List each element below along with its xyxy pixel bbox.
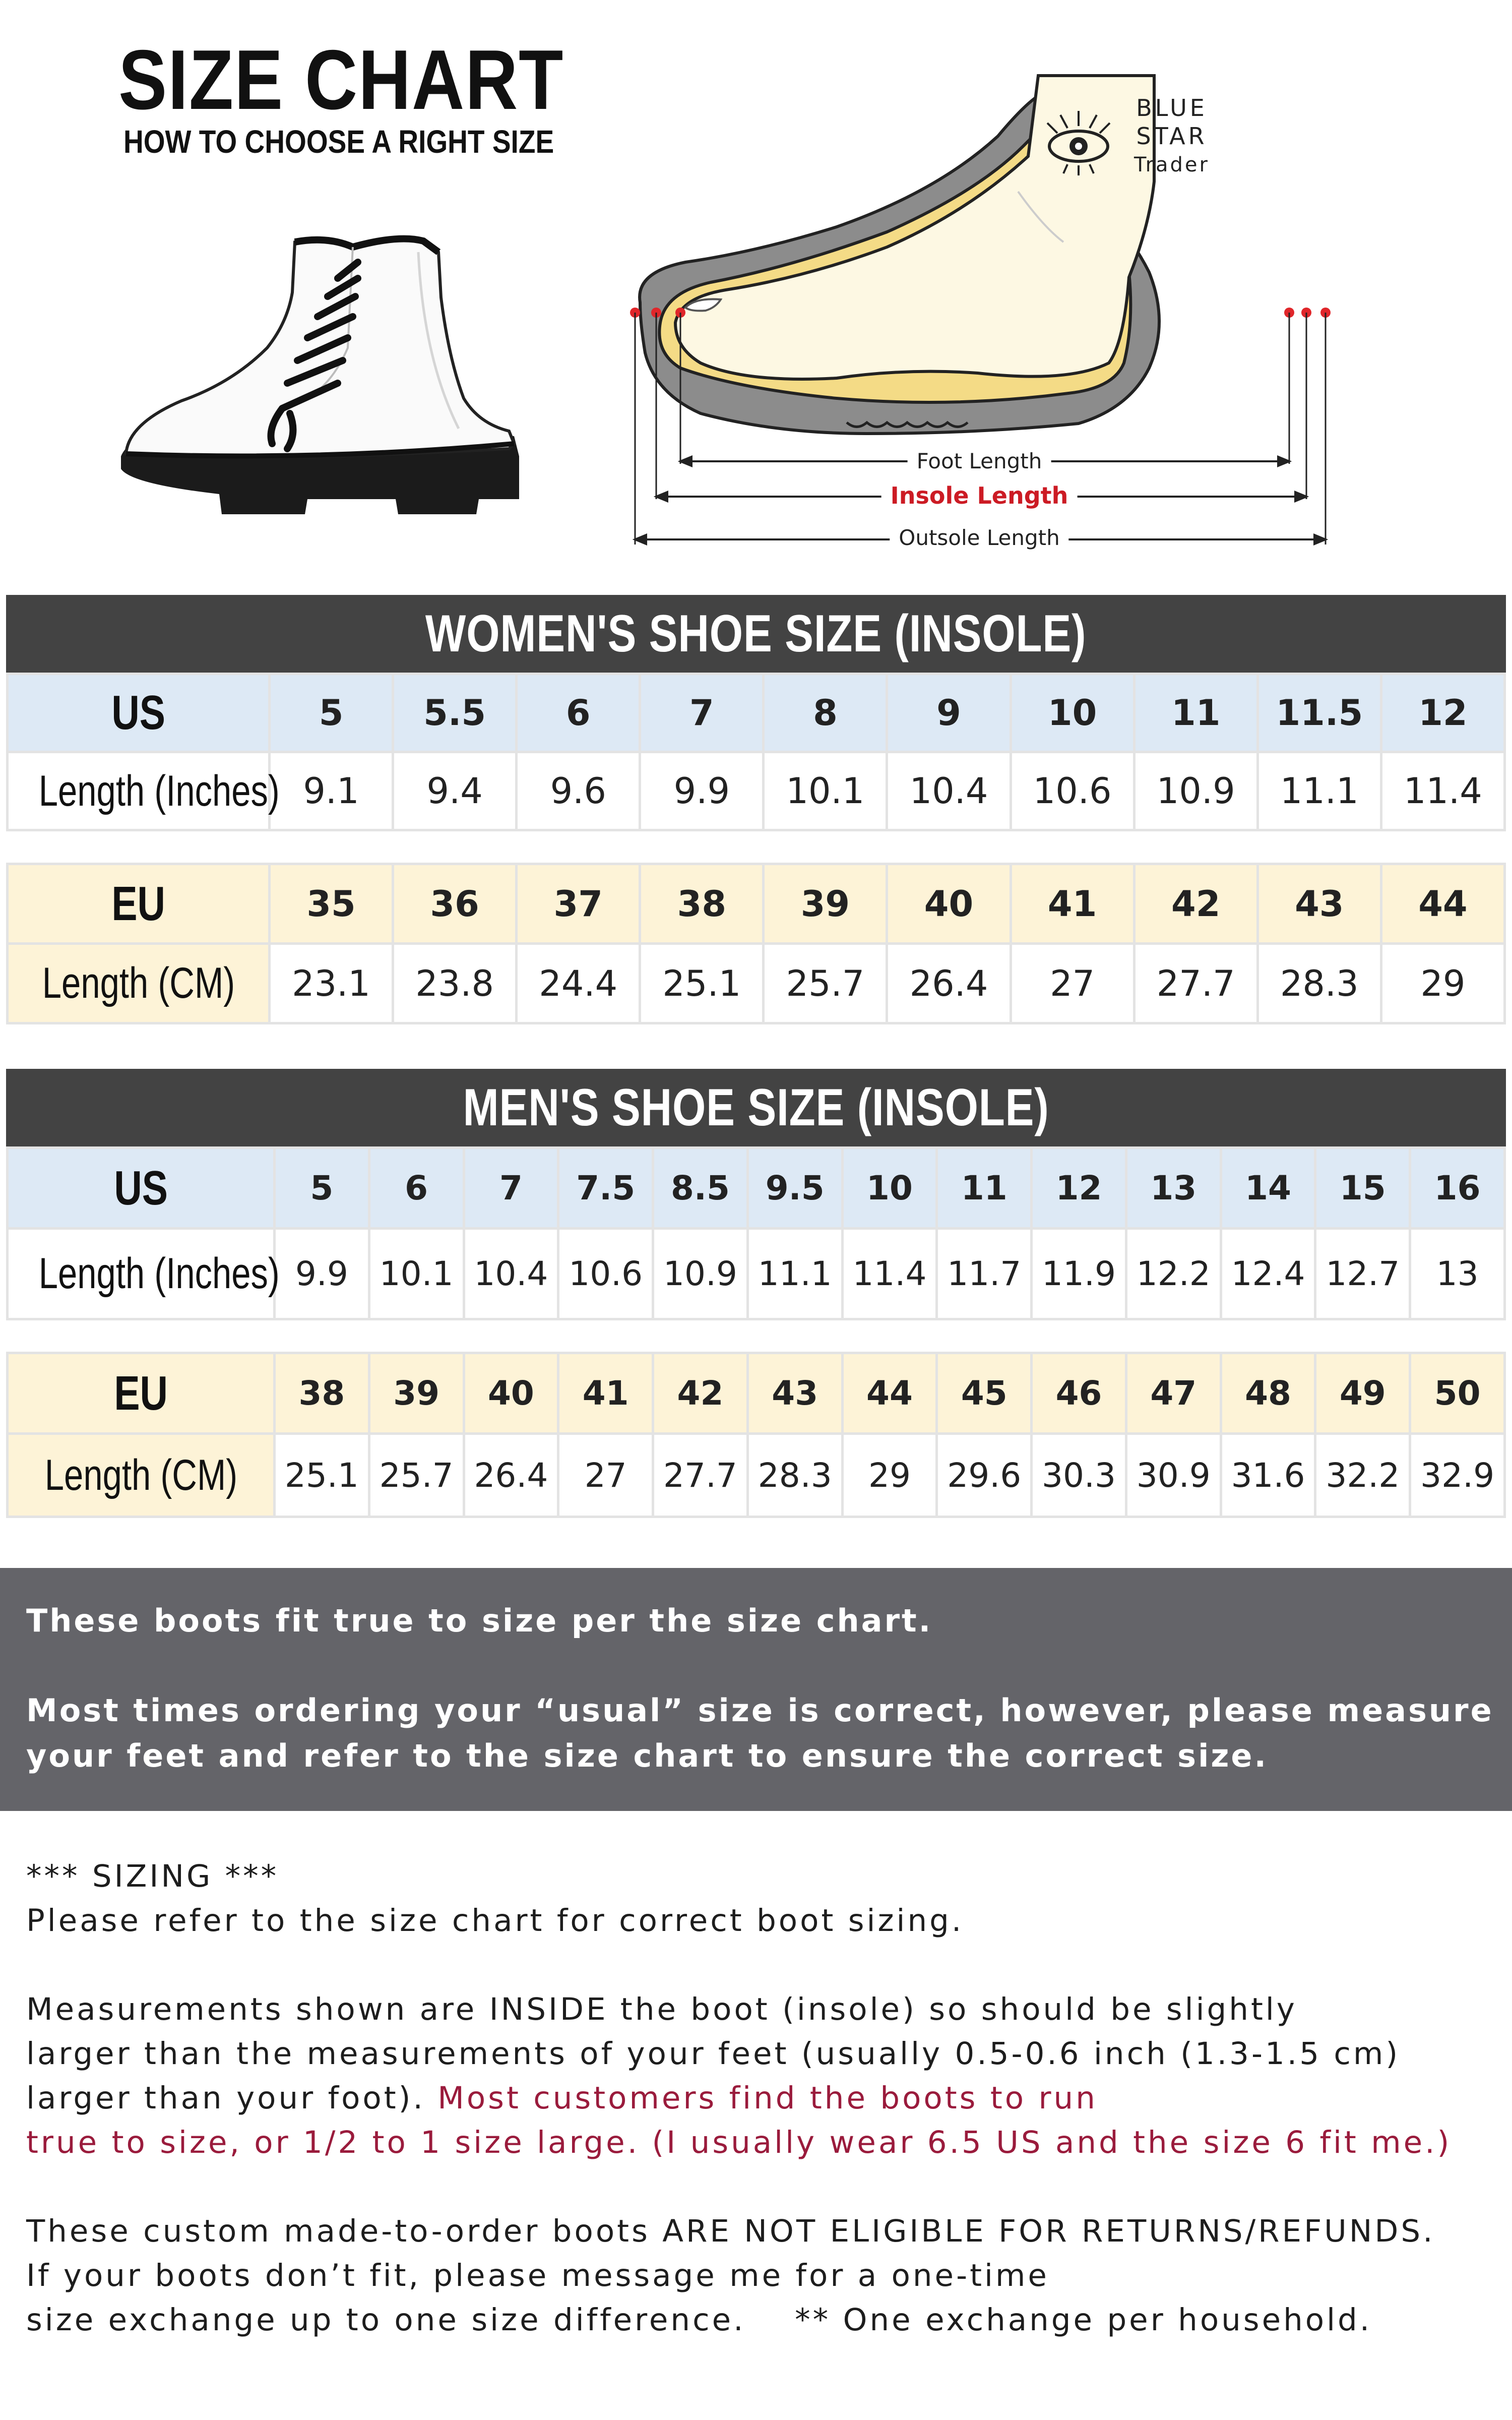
cell: 27.7: [653, 1434, 748, 1517]
fit-note-box: [0, 1568, 1512, 1811]
cell: 41: [558, 1353, 653, 1434]
sizing-line: If your boots don’t fit, please message me for a one-time: [26, 2258, 1049, 2293]
row-label: EU: [8, 1353, 275, 1434]
cell: 7.5: [558, 1148, 653, 1229]
cell: 44: [842, 1353, 937, 1434]
cell: 36: [393, 864, 517, 944]
sizing-line: larger than the measurements of your feet (usually 0.5-0.6 inch (1.3-1.5 cm): [26, 2036, 1401, 2072]
mens-cm-row: [8, 1434, 1505, 1517]
cell: 14: [1221, 1148, 1315, 1229]
mens-eu-table: [6, 1352, 1506, 1518]
cell: 25.1: [275, 1434, 369, 1517]
cell: 26.4: [464, 1434, 558, 1517]
cell: 5: [275, 1148, 369, 1229]
cell: 40: [887, 864, 1011, 944]
cell: 29.6: [937, 1434, 1032, 1517]
cell: 25.7: [764, 944, 887, 1023]
cell: 12: [1032, 1148, 1126, 1229]
womens-cm-row: [8, 944, 1505, 1023]
cell: 7: [640, 674, 764, 752]
cell: 10.4: [464, 1229, 558, 1319]
cell: 9.4: [393, 752, 517, 830]
cell: 30.9: [1126, 1434, 1221, 1517]
cell: 48: [1221, 1353, 1315, 1434]
cell: 44: [1381, 864, 1504, 944]
womens-eu-table: [6, 863, 1506, 1024]
cell: 11: [937, 1148, 1032, 1229]
cell: 29: [1381, 944, 1504, 1023]
cell: 10: [842, 1148, 937, 1229]
cell: 12.7: [1315, 1229, 1410, 1319]
cell: 45: [937, 1353, 1032, 1434]
cell: 37: [517, 864, 640, 944]
cell: 41: [1011, 864, 1134, 944]
womens-us-row: [8, 674, 1505, 752]
boot-image: [116, 232, 529, 514]
brand-text-2: STAR: [1136, 123, 1208, 150]
cell: 23.1: [270, 944, 393, 1023]
fit-note-line: your feet and refer to the size chart to ensure the correct size.: [26, 1737, 1269, 1774]
cell: 28.3: [1257, 944, 1381, 1023]
cell: 10.9: [1134, 752, 1257, 830]
cell: 13: [1126, 1148, 1221, 1229]
cell: 10.6: [558, 1229, 653, 1319]
cell: 24.4: [517, 944, 640, 1023]
sizing-notes: [26, 1854, 1503, 2342]
cell: 43: [1257, 864, 1381, 944]
cell: 32.9: [1410, 1434, 1505, 1517]
cell: 25.7: [369, 1434, 464, 1517]
sizing-heading: *** SIZING ***: [26, 1858, 279, 1894]
mens-us-row: [8, 1148, 1505, 1229]
foot-length-label: Foot Length: [908, 449, 1051, 473]
cell: 50: [1410, 1353, 1505, 1434]
row-label: Length (Inches): [8, 1229, 275, 1319]
sizing-line: These custom made-to-order boots ARE NOT ELIGIBLE FOR RETURNS/REFUNDS.: [26, 2213, 1435, 2249]
cell: 10.1: [369, 1229, 464, 1319]
foot-length-diagram: [625, 60, 1351, 555]
brand-text-1: BLUE: [1136, 94, 1208, 122]
cell: 39: [764, 864, 887, 944]
mens-inches-row: [8, 1229, 1505, 1319]
cell: 11.5: [1257, 674, 1381, 752]
cell: 12.2: [1126, 1229, 1221, 1319]
cell: 12.4: [1221, 1229, 1315, 1319]
row-label: Length (Inches): [8, 752, 270, 830]
sizing-text: larger than your foot).: [26, 2080, 438, 2116]
outsole-length-label: Outsole Length: [890, 525, 1068, 550]
cell: 9.5: [747, 1148, 842, 1229]
mens-size-title: MEN'S SHOE SIZE (INSOLE): [6, 1069, 1506, 1146]
cell: 26.4: [887, 944, 1011, 1023]
cell: 11.4: [842, 1229, 937, 1319]
cell: 28.3: [747, 1434, 842, 1517]
cell: 11.1: [1257, 752, 1381, 830]
womens-eu-row: [8, 864, 1505, 944]
cell: 16: [1410, 1148, 1505, 1229]
cell: 9.9: [275, 1229, 369, 1319]
cell: 38: [275, 1353, 369, 1434]
cell: 11.9: [1032, 1229, 1126, 1319]
cell: 32.2: [1315, 1434, 1410, 1517]
cell: 9.6: [517, 752, 640, 830]
cell: 46: [1032, 1353, 1126, 1434]
mens-us-table: [6, 1146, 1506, 1320]
sizing-highlight: true to size, or 1/2 to 1 size large. (I usually wear 6.5 US and the size 6 fit me.): [26, 2125, 1452, 2160]
cell: 11.1: [747, 1229, 842, 1319]
cell: 47: [1126, 1353, 1221, 1434]
cell: 12: [1381, 674, 1504, 752]
cell: 6: [517, 674, 640, 752]
cell: 39: [369, 1353, 464, 1434]
row-label: Length (CM): [8, 1434, 275, 1517]
insole-length-label: Insole Length: [881, 482, 1078, 509]
row-label: Length (CM): [8, 944, 270, 1023]
cell: 10.6: [1011, 752, 1134, 830]
cell: 10: [1011, 674, 1134, 752]
cell: 38: [640, 864, 764, 944]
sizing-line: size exchange up to one size difference. ** One exchange per household.: [26, 2302, 1372, 2338]
cell: 27: [558, 1434, 653, 1517]
brand-text-3: Trader: [1134, 153, 1210, 176]
cell: 6: [369, 1148, 464, 1229]
cell: 9.9: [640, 752, 764, 830]
cell: 31.6: [1221, 1434, 1315, 1517]
cell: 49: [1315, 1353, 1410, 1434]
sizing-line: Measurements shown are INSIDE the boot (insole) so should be slightly: [26, 1991, 1297, 2027]
cell: 10.1: [764, 752, 887, 830]
sizing-line: Please refer to the size chart for correct boot sizing.: [26, 1903, 964, 1939]
mens-size-section: [6, 1069, 1506, 1518]
cell: 11.7: [937, 1229, 1032, 1319]
sizing-highlight: Most customers find the boots to run: [437, 2080, 1098, 2116]
cell: 23.8: [393, 944, 517, 1023]
cell: 43: [747, 1353, 842, 1434]
womens-size-section: [6, 595, 1506, 1024]
cell: 10.9: [653, 1229, 748, 1319]
cell: 7: [464, 1148, 558, 1229]
mens-eu-row: [8, 1353, 1505, 1434]
row-label: US: [8, 674, 270, 752]
cell: 5: [270, 674, 393, 752]
cell: 8: [764, 674, 887, 752]
sizing-line: [26, 2076, 1503, 2121]
cell: 35: [270, 864, 393, 944]
womens-size-title: WOMEN'S SHOE SIZE (INSOLE): [6, 595, 1506, 673]
fit-note-line: These boots fit true to size per the size chart.: [26, 1602, 933, 1639]
page-subtitle: HOW TO CHOOSE A RIGHT SIZE: [123, 124, 554, 160]
cell: 30.3: [1032, 1434, 1126, 1517]
row-label: US: [8, 1148, 275, 1229]
cell: 25.1: [640, 944, 764, 1023]
cell: 9: [887, 674, 1011, 752]
cell: 11.4: [1381, 752, 1504, 830]
cell: 15: [1315, 1148, 1410, 1229]
cell: 42: [653, 1353, 748, 1434]
cell: 29: [842, 1434, 937, 1517]
row-label: EU: [8, 864, 270, 944]
cell: 13: [1410, 1229, 1505, 1319]
cell: 42: [1134, 864, 1257, 944]
cell: 27.7: [1134, 944, 1257, 1023]
cell: 10.4: [887, 752, 1011, 830]
cell: 8.5: [653, 1148, 748, 1229]
cell: 27: [1011, 944, 1134, 1023]
womens-us-table: [6, 673, 1506, 831]
page-title: SIZE CHART: [118, 32, 564, 127]
cell: 11: [1134, 674, 1257, 752]
cell: 5.5: [393, 674, 517, 752]
cell: 9.1: [270, 752, 393, 830]
cell: 40: [464, 1353, 558, 1434]
womens-inches-row: [8, 752, 1505, 830]
fit-note-line: Most times ordering your “usual” size is correct, however, please measure: [26, 1692, 1494, 1729]
